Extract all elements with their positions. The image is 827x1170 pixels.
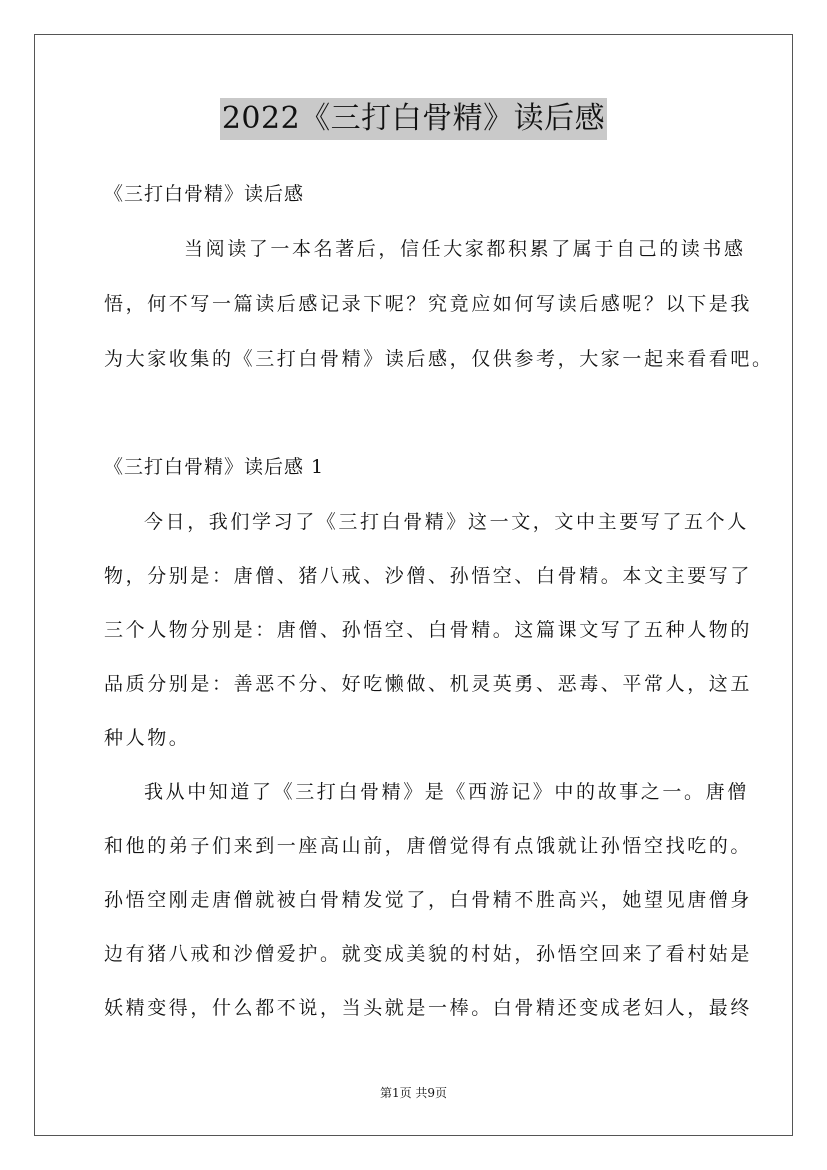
paragraph-line: 三个人物分别是：唐僧、孙悟空、白骨精。这篇课文写了五种人物的 — [104, 619, 753, 641]
intro-line: 当阅读了一本名著后，信任大家都积累了属于自己的读书感 — [184, 238, 746, 260]
document-title: 2022《三打白骨精》读后感 — [220, 98, 607, 140]
paragraph-line: 种人物。 — [104, 727, 191, 749]
intro-line: 为大家收集的《三打白骨精》读后感，仅供参考，大家一起来看看吧。 — [104, 348, 774, 370]
page-number-footer: 第1页 共9页 — [379, 1086, 448, 1100]
paragraph-line: 和他的弟子们来到一座高山前，唐僧觉得有点饿就让孙悟空找吃的。 — [104, 835, 753, 857]
paragraph-line: 孙悟空刚走唐僧就被白骨精发觉了，白骨精不胜高兴，她望见唐僧身 — [104, 889, 753, 911]
intro-line: 悟，何不写一篇读后感记录下呢？究竟应如何写读后感呢？以下是我 — [104, 293, 753, 315]
title-container — [0, 98, 827, 140]
paragraph-line: 物，分别是：唐僧、猪八戒、沙僧、孙悟空、白骨精。本文主要写了 — [104, 565, 753, 587]
document-subtitle: 《三打白骨精》读后感 — [104, 183, 305, 205]
paragraph-line: 我从中知道了《三打白骨精》是《西游记》中的故事之一。唐僧 — [144, 781, 749, 803]
paragraph-line: 边有猪八戒和沙僧爱护。就变成美貌的村姑，孙悟空回来了看村姑是 — [104, 943, 753, 965]
paragraph-line: 妖精变得，什么都不说，当头就是一棒。白骨精还变成老妇人，最终 — [104, 997, 753, 1019]
paragraph-line: 今日，我们学习了《三打白骨精》这一文，文中主要写了五个人 — [144, 511, 749, 533]
section-heading: 《三打白骨精》读后感 1 — [104, 456, 325, 478]
paragraph-line: 品质分别是：善恶不分、好吃懒做、机灵英勇、恶毒、平常人，这五 — [104, 673, 753, 695]
